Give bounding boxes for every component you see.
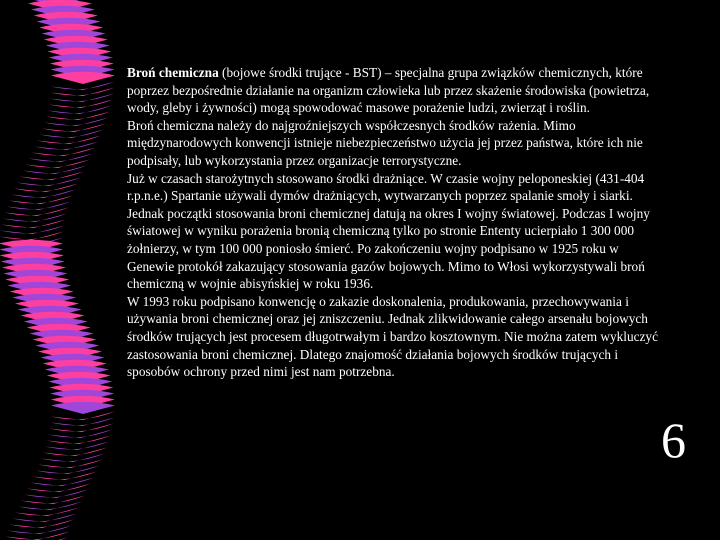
ribbon-segment bbox=[45, 441, 109, 450]
ribbon-segment bbox=[40, 129, 104, 138]
ribbon-segment bbox=[50, 417, 114, 426]
ribbon-segment bbox=[37, 135, 101, 144]
ribbon-segment bbox=[5, 207, 69, 216]
ribbon-segment bbox=[48, 105, 112, 114]
ribbon-segment bbox=[14, 183, 78, 192]
definition-text: (bojowe środki trujące - BST) – specjalna grupa związków chemicznych, które poprzez bezpośrednie działanie na organizm człowieka lub przez skażenie środowiska (powietrza, wody, gleby i żywności) mogą spowodować masowe porażenie ludzi, zwierząt i roślin. bbox=[127, 65, 650, 116]
ribbon-segment bbox=[38, 459, 102, 468]
ribbon-segment bbox=[24, 489, 88, 498]
definition-paragraph bbox=[127, 64, 667, 117]
ribbon-segment bbox=[42, 123, 106, 132]
ribbon-segment bbox=[17, 177, 81, 186]
ribbon-segment bbox=[30, 477, 94, 486]
ribbon-segment bbox=[49, 99, 113, 108]
ribbon-segment bbox=[7, 201, 71, 210]
ribbon-segment bbox=[29, 153, 93, 162]
ribbon-segment bbox=[11, 189, 75, 198]
ribbon-segment bbox=[36, 465, 100, 474]
ribbon-segment bbox=[23, 165, 87, 174]
ribbon-segment bbox=[13, 513, 77, 522]
ribbon-segment bbox=[3, 213, 67, 222]
ribbon-segment bbox=[41, 453, 105, 462]
ribbon-segment bbox=[32, 147, 96, 156]
ribbon-segment bbox=[48, 429, 112, 438]
ribbon-segment bbox=[26, 159, 90, 168]
slide-text-body bbox=[127, 64, 667, 381]
ribbon-segment bbox=[9, 195, 73, 204]
ribbon-segment bbox=[15, 507, 79, 516]
ribbon-segment bbox=[46, 111, 110, 120]
ribbon-segment bbox=[0, 231, 64, 240]
body-paragraph: W 1993 roku podpisano konwencję o zakazie doskonalenia, produkowania, przechowywania i używania broni chemicznej oraz jej zniszczeniu. Jednak zlikwidowanie całego arsenału bojowych środków trujących jest procesem długotrwałym i bardzo kosztownym. Nie można zatem wykluczyć zastosowania broni chemicznej. Dlatego znajomość działania bojowych środków trujących i sposobów ochrony przed nimi jest nam potrzebna. bbox=[127, 293, 658, 380]
ribbon-segment bbox=[20, 171, 84, 180]
slide-number: 6 bbox=[661, 412, 686, 468]
body-paragraph: Broń chemiczna należy do najgroźniejszych współczesnych środków rażenia. Mimo międzynarodowych konwencji istnieje niebezpieczeństwo użycia jej przez państwa, które ich nie podpisały, lub wykorzystania przez organizacje terrorystyczne. bbox=[127, 117, 643, 168]
ribbon-segment bbox=[33, 471, 97, 480]
ribbon-segment bbox=[47, 435, 111, 444]
body-paragraph: Już w czasach starożytnych stosowano środki drażniące. W czasie wojny peloponeskiej (431-404 r.p.n.e.) Spartanie używali dymów drażniących, wytwarzanych poprzez spalanie smoły i siarki. Jednak początki stosowania broni chemicznej datują na okres I wojny światowej. Podczas I wojny światowej w wyniku porażenia bronią chemiczną tylko po stronie Ententy ucierpiało 1 300 000 żołnierzy, w tym 100 000 poniosło śmierć. Po zakończeniu wojny podpisano w 1925 roku w Genewie protokół zakazujący stosowania gazów bojowych. Mimo to Włosi wykorzystywali broń chemiczną w wojnie abisyńskiej w roku 1936. bbox=[127, 170, 650, 292]
ribbon-segment bbox=[10, 519, 74, 528]
ribbon-segment bbox=[50, 423, 114, 432]
term-heading: Broń chemiczna bbox=[127, 65, 219, 80]
ribbon-segment bbox=[51, 72, 115, 84]
ribbon-segment bbox=[50, 93, 114, 102]
ribbon-segment bbox=[8, 525, 72, 534]
ribbon-segment bbox=[0, 225, 64, 234]
ribbon-segment bbox=[51, 87, 115, 96]
ribbon-segment bbox=[6, 531, 70, 540]
ribbon-segment bbox=[2, 219, 66, 228]
ribbon-segment bbox=[43, 447, 107, 456]
ribbon-segment bbox=[18, 501, 82, 510]
ribbon-segment bbox=[51, 402, 115, 414]
ribbon-segment bbox=[27, 483, 91, 492]
ribbon-segment bbox=[44, 117, 108, 126]
ribbon-segment bbox=[35, 141, 99, 150]
decorative-ribbon-border bbox=[0, 0, 115, 540]
ribbon-segment bbox=[21, 495, 85, 504]
